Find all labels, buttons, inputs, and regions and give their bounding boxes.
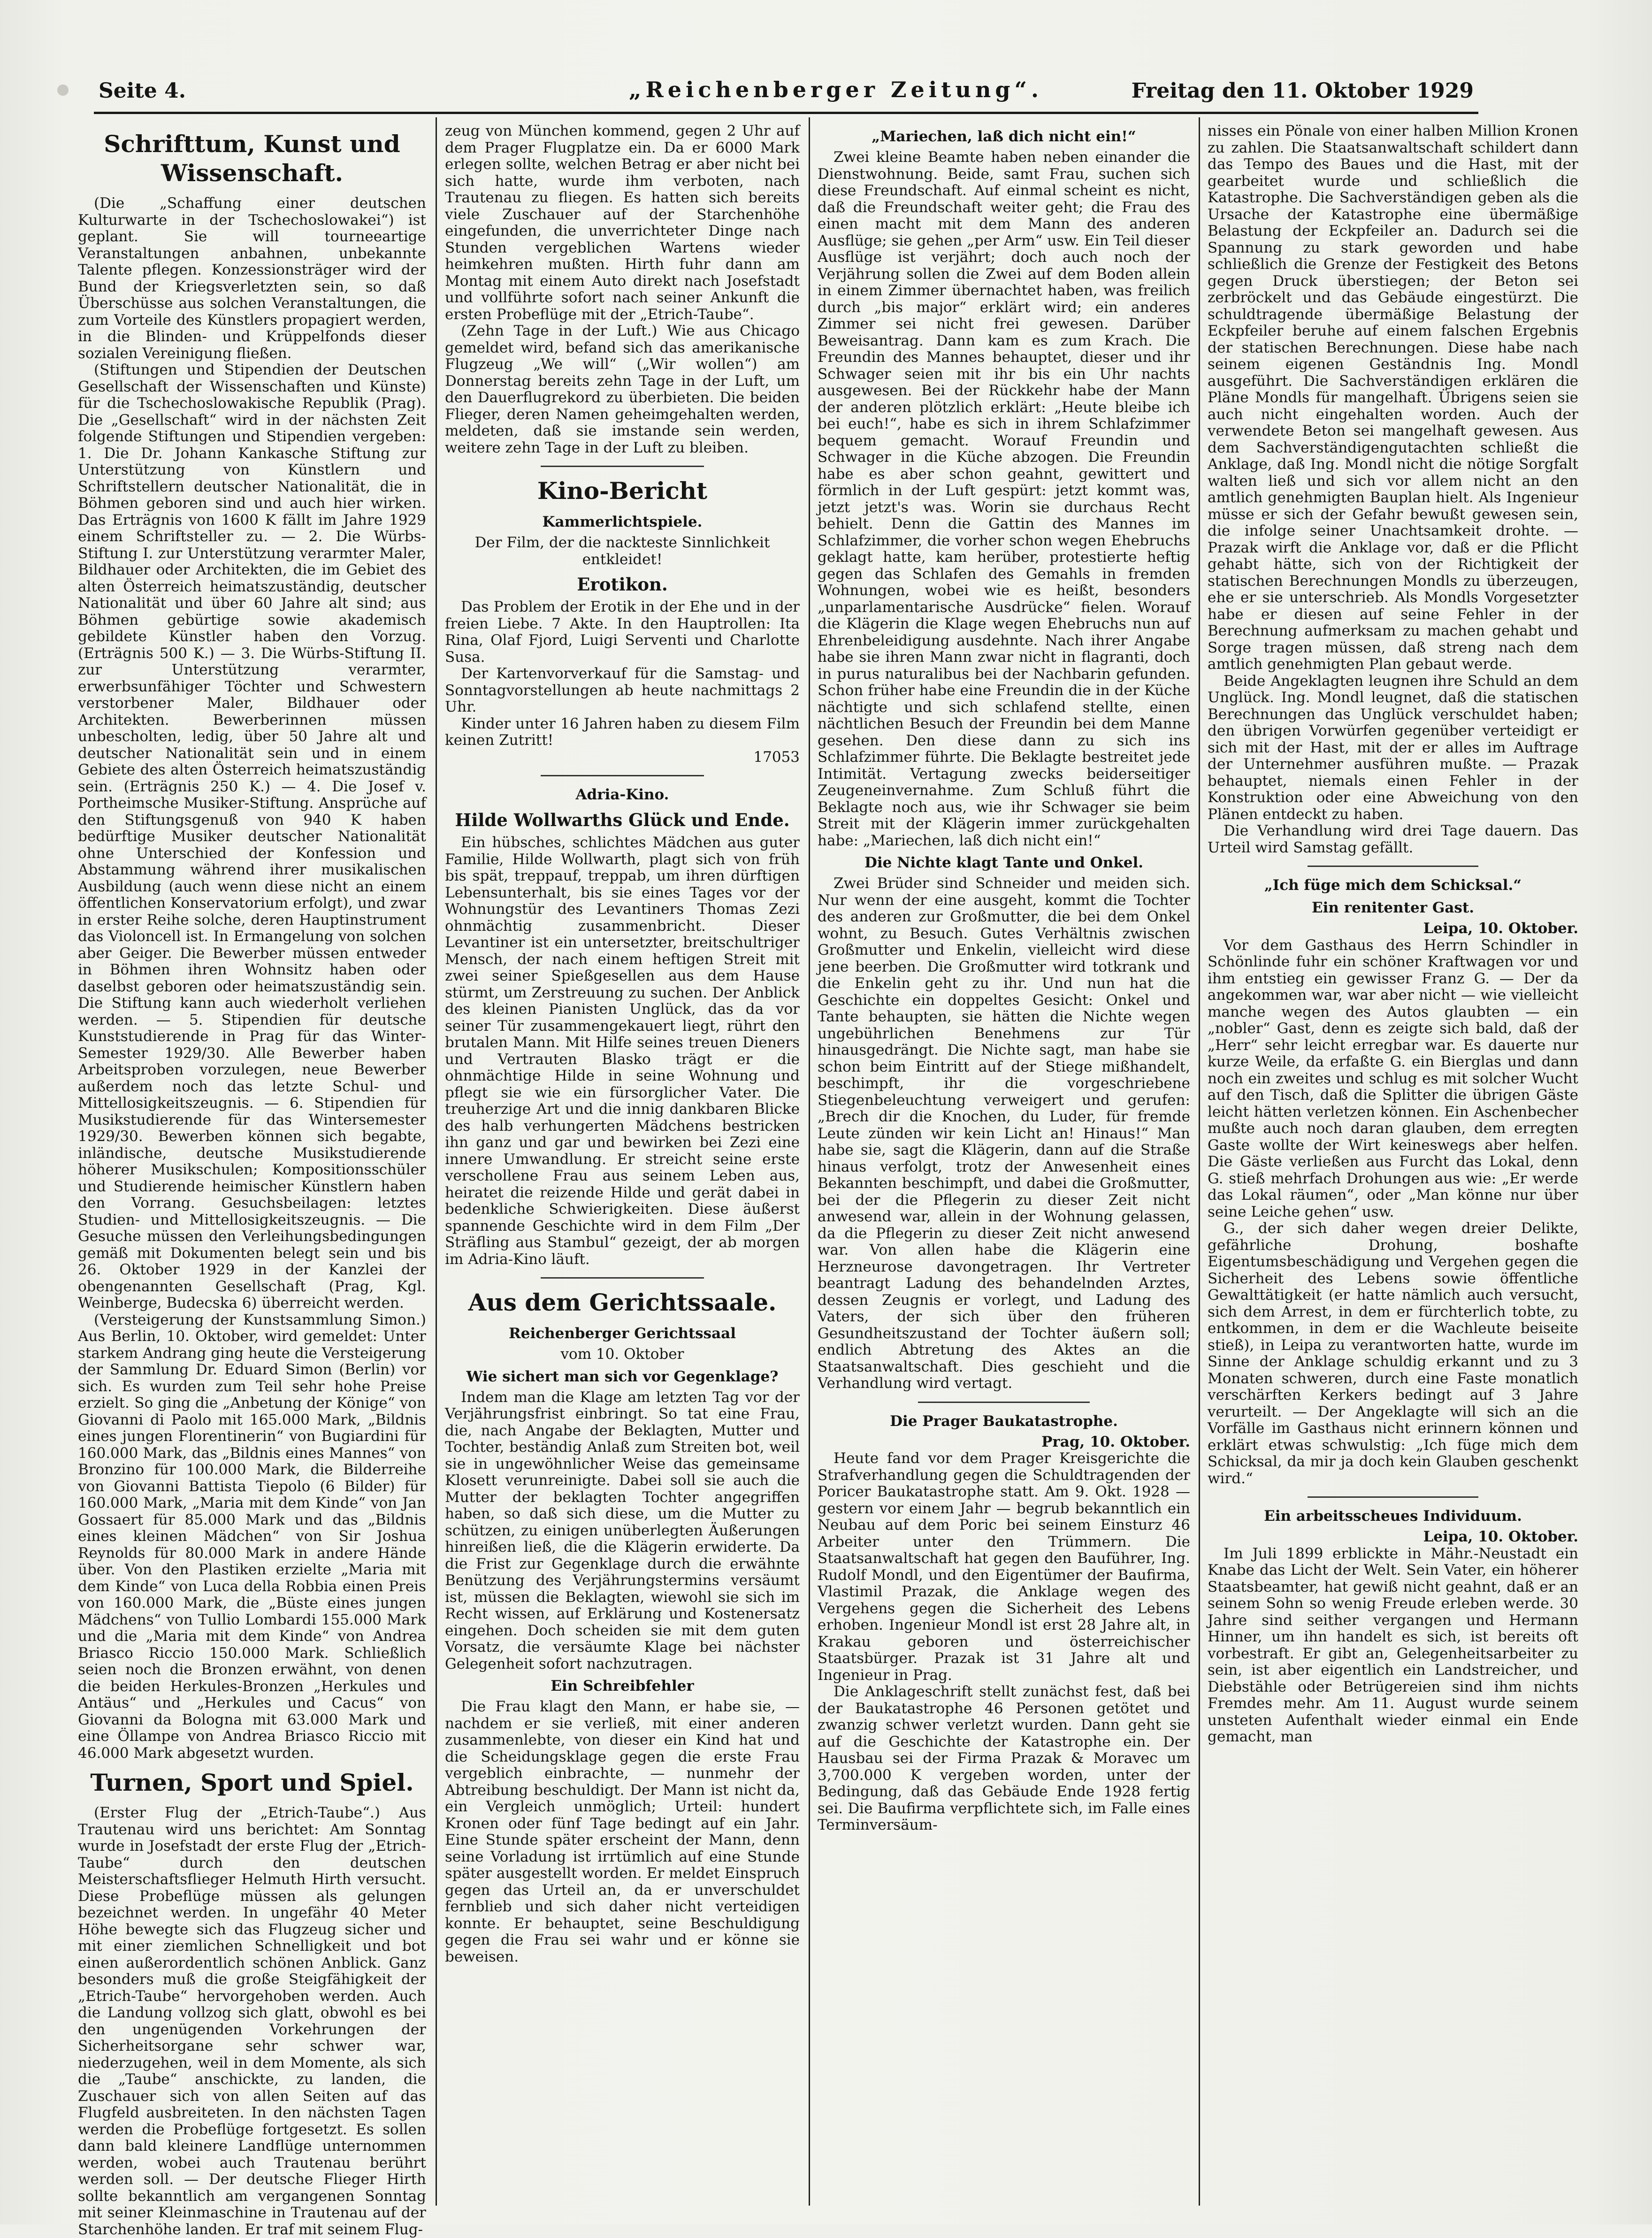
section-heading: Aus dem Gerichtssaale. [468,1288,777,1316]
article-paragraph: Beide Angeklagten leugnen ihre Schuld an dem Unglück. Ing. Mondl leugnet, daß die statischen Berechnungen das Unglück verschuldet haben; den übrigen Vorwürfen gegenüber verteidigt er sich mit der Hast, mit der er alles im Auftrage der Unternehmer ausführen mußte. — Prazak behauptet, niemals einen Fehler in der Konstruktion oder eine Abweichung von den Plänen entdeckt zu haben. [1208,672,1578,823]
punch-hole [57,84,69,96]
column-rule [1199,117,1200,2206]
dateline: Prag, 10. Oktober. [1041,1433,1190,1450]
subheading: Wie sichert man sich vor Gegenklage? [466,1368,779,1385]
article-paragraph: Ein hübsches, schlichtes Mädchen aus guter Familie, Hilde Wollwarth, plagt sich von früh bis spät, treppauf, treppab, um ihren dürftigen Lebensunterhalt, bis sie eines Tages vor der Wohnungstür des Levantiners Thomas Zezi ohnmächtig zusammenbricht. Dieser Levantiner ist ein untersetzter, breitschultriger Mensch, der nach einem heftigen Streit mit zwei seiner Spießgesellen aus dem Hause stürmt, um Zerstreuung zu suchen. Der Anblick des kleinen Pianisten Unglück, das da vor seiner Tür zusammengekauert liegt, rührt den brutalen Mann. Mit Hilfe seines treuen Dieners und Vertrauten Blasko trägt er die ohnmächtige Hilde in seine Wohnung und pflegt sie wie ein fürsorglicher Vater. Die treuherzige Art und die innig dankbaren Blicke des halb verhungerten Mädchens bestricken ihn ganz und gar und bewirken bei Zezi eine innere Umwandlung. Er streicht seine erste verschollene Frau aus seinem Leben aus, heiratet die reizende Hilde und gerät dabei in bedenkliche Schwierigkeiten. Diese äußerst spannende Geschichte wird in dem Film „Der Sträfling aus Stambul“ gezeigt, der ab morgen im Adria-Kino läuft. [445,834,800,1268]
page-header [99,74,1474,112]
article-paragraph: zeug von München kommend, gegen 2 Uhr auf dem Prager Flugplatze ein. Da er 6000 Mark erlegen sollte, welchen Betrag er aber nicht bei sich hatte, wurde ihm verboten, nach Trautenau zu fliegen. Es hatten sich bereits viele Zuschauer auf der Starchenhöhe eingefunden, die unverrichteter Dinge nach Stunden vergeblichen Wartens wieder heimkehren mußten. Hirth fuhr dann am Montag mit einem Auto direkt nach Josefstadt und vollführte sofort nach seiner Ankunft die ersten Probeflüge mit der „Etrich-Taube“. [445,123,800,323]
separator-rule [1308,866,1478,867]
article-paragraph: Die Frau klagt den Mann, er habe sie, — nachdem er sie verließ, mit einer anderen zusammenlebte, von dieser ein Kind hat und die Scheidungsklage gegen die erste Frau vergeblich einbrachte, — nunmehr der Abtreibung beschuldigt. Der Mann ist nicht da, ein Vergleich unmöglich; Urteil: hundert Kronen oder fünf Tage bedingt auf ein Jahr. Eine Stunde später erscheint der Mann, denn seine Vorladung ist irrtümlich auf eine Stunde später ausgestellt worden. Er meldet Einspruch gegen das Urteil an, da er unverschuldet fernblieb und sich daher nicht verteidigen konnte. Er behauptet, seine Beschuldigung gegen die Frau sei wahr und er könne sie beweisen. [445,1698,800,1965]
header-rule [94,112,1478,114]
article-paragraph: (Zehn Tage in der Luft.) Wie aus Chicago gemeldet wird, befand sich das amerikanische Flugzeug „We will“ („Wir wollen“) am Donnerstag bereits zehn Tage in der Luft, um den Dauerflugrekord zu überbieten. Die beiden Flieger, deren Namen geheimgehalten werden, meldeten, daß sie imstande sein werden, weitere zehn Tage in der Luft zu bleiben. [445,322,800,456]
article-paragraph: Zwei Brüder sind Schneider und meiden sich. Nur wenn der eine ausgeht, kommt die Tochter des anderen zur Großmutter, die bei dem Onkel wohnt, zu Besuch. Gutes Verhältnis zwischen Großmutter und Enkelin, vielleicht wird diese jene beerben. Die Großmutter wird totkrank und die Enkelin geht zu ihr. Und nun hat die Geschichte ein doppeltes Gesicht: Onkel und Tante behaupten, sie hätten die Nichte wegen ungebührlichen Benehmens zur Tür hinausgedrängt. Die Nichte sagt, man habe sie schon beim Eintritt auf der Stiege mißhandelt, beschimpft, ihr die vorgeschriebene Stiegenbeleuchtung verweigert und gerufen: „Brech dir die Knochen, du Luder, für fremde Leute zünden wir kein Licht an! Hinaus!“ Man habe sie, sagt die Klägerin, dann auf die Straße hinaus verfolgt, trotz der Anwesenheit eines Bekannten beschimpft, und dabei die Großmutter, bei der die Pflegerin zu dieser Zeit nicht anwesend war, allein in der Wohnung gelassen, da die Pflegerin zu dieser Zeit nicht anwesend war. Von allen habe die Klägerin eine Herzneurose davongetragen. Ihr Vertreter beantragt Ladung des behandelnden Arztes, dessen Zeugnis er vorlegt, und Ladung des Vaters, der sich über den früheren Gesundheitszustand der Tochter äußern soll; endlich Abtretung des Aktes an die Staatsanwaltschaft. Dies geschieht und die Verhandlung wird vertagt. [818,875,1190,1392]
subheading: Ein Schreibfehler [551,1678,694,1694]
subheading: Kammerlichtspiele. [542,514,703,530]
separator-rule [541,466,704,467]
section-heading: Schrifttum, Kunst und Wissenschaft. [104,130,400,187]
subheading: „Mariechen, laß dich nicht ein!“ [872,128,1136,145]
article-paragraph: (Stiftungen und Stipendien der Deutschen Gesellschaft der Wissenschaften und Künste) für die Tschechoslowakische Republik (Prag). Die „Gesellschaft“ wird in der nächsten Zeit folgende Stiftungen und Stipendien vergeben: 1. Die Dr. Johann Kankasche Stiftung zur Unterstützung von Künstlern und Schriftstellern deutscher Nationalität, die in Böhmen geboren sind und auch hier wirken. Das Erträgnis von 1600 K fällt im Jahre 1929 einem Schriftsteller zu. — 2. Die Würbs-Stiftung I. zur Unterstützung verarmter Maler, Bildhauer oder Architekten, die im Gebiet des alten Österreich heimatszuständig, deutscher Nationalität und über 60 Jahre alt sind; aus Böhmen gebürtige sowie akademisch gebildete Künstler haben den Vorzug. (Erträgnis 500 K.) — 3. Die Würbs-Stiftung II. zur Unterstützung verarmter, erwerbsunfähiger Töchter und Schwestern verstorbener Maler, Bildhauer oder Architekten. Bewerberinnen müssen unbescholten, ledig, über 50 Jahre alt und deutscher Nationalität sein und in einem Gebiete des alten Österreich heimatszuständig sein. (Erträgnis 250 K.) — 4. Die Josef v. Portheimsche Musiker-Stiftung. Ansprüche auf den Stiftungsgenuß von 940 K haben bedürftige Musiker deutscher Nationalität ohne Unterschied der Konfession und Abstammung während ihrer musikalischen Ausbildung (auch wenn diese nicht an einem öffentlichen Konservatorium erfolgt), und zwar in erster Reihe solche, deren Hauptinstrument das Violoncell ist. In Ermangelung von solchen aber Geiger. Die Bewerber müssen entweder in Böhmen ihren Wohnsitz haben oder daselbst geboren oder heimatszuständig sein. Die Stiftung kann auch wiederholt verliehen werden. — 5. Stipendien für deutsche Kunststudierende in Prag für das Winter-Semester 1929/30. Alle Bewerber haben Arbeitsproben vorzulegen, neue Bewerber außerdem noch das letzte Schul- und Mittellosigkeitszeugnis. — 6. Stipendien für Musikstudierende für das Wintersemester 1929/30. Bewerben können sich begabte, inländische, deutsche Musikstudierende höherer Musikschulen; Kompositionsschüler und Studierende heimischer Künstlern haben den Vorrang. Gesuchsbeilagen: letztes Studien- und Mittellosigkeitszeugnis. — Die Gesuche müssen den Verleihungsbedingungen gemäß mit Dokumenten belegt sein und bis 26. Oktober 1929 in der Kanzlei der obengenannten Gesellschaft (Prag, Kgl. Weinberge, Budecska 6) überreicht werden. [78,361,426,1311]
film-tagline: Der Film, der die nackteste Sinnlichkeit entkleidet! [474,534,770,568]
article-paragraph: Der Kartenvorverkauf für die Samstag- und Sonntagvorstellungen ab heute nachmittags 2 Uhr. [445,665,800,715]
column-3 [818,123,1190,2206]
article-paragraph: Indem man die Klage am letzten Tag vor der Verjährungsfrist einbringt. So tat eine Frau, die, nach Angabe der Beklagten, Mutter und Tochter, beständig Anlaß zum Streiten bot, weil sie in ungewöhnlicher Weise das gemeinsame Klosett verunreinigte. Dabei soll sie auch die Mutter der beklagten Tochter angegriffen haben, so daß sich diese, um die Mutter zu schützen, zu einigen unüberlegten Äußerungen hinreißen ließ, die die Klägerin erwiderte. Da die Frist zur Gegenklage durch die erwähnte Benützung des Verjährungstermins versäumt ist, müssen die Beklagten, wiewohl sie sich im Recht wissen, auf Erklärung und Kostenersatz eingehen. Doch scheiden sie mit dem guten Vorsatz, die versäumte Klage bei nächster Gelegenheit sofort nachzutragen. [445,1388,800,1672]
newspaper-title: „Reichenberger Zeitung“. [629,77,1043,102]
page-number: Seite 4. [99,79,186,103]
article-paragraph: Das Problem der Erotik in der Ehe und in der freien Liebe. 7 Akte. In den Hauptrollen: Ita Rina, Olaf Fjord, Luigi Serventi und Charlotte Susa. [445,598,800,666]
separator-rule [918,1402,1089,1403]
article-paragraph: (Die „Schaffung einer deutschen Kulturwarte in der Tschechoslowakei“) ist geplant. Sie will tourneeartige Veranstaltungen anbahnen, unbekannte Talente pflegen. Konzessionsträger wird der Bund der Kriegsverletzten sein, so daß Überschüsse aus solchen Veranstaltungen, die zum Vorteile des Künstlers propagiert werden, in die Blinden- und Krüppelfonds dieser sozialen Vereinigung fließen. [78,195,426,362]
article-paragraph: Im Juli 1899 erblickte in Mähr.-Neustadt ein Knabe das Licht der Welt. Sein Vater, ein höherer Staatsbeamter, hat gewiß nicht geahnt, daß er an seinem Sohn so wenig Freude erleben werde. 30 Jahre sind seither vergangen und Hermann Hinner, um ihn handelt es sich, ist bereits oft vorbestraft. Er gibt an, Gelegenheitsarbeiter zu sein, ist aber eigentlich ein Landstreicher, und Diebstähle oder Betrügereien sind ihm nichts Fremdes mehr. Am 11. August wurde seinem unsteten Aufenthalt wieder einmal ein Ende gemacht, man [1208,1545,1578,1745]
issue-date: Freitag den 11. Oktober 1929 [1131,79,1474,103]
separator-rule [541,1277,704,1279]
film-title: Hilde Wollwarths Glück und Ende. [455,810,790,830]
column-rule [436,117,437,2206]
subheading: Die Nichte klagt Tante und Onkel. [864,854,1144,871]
article-paragraph: G., der sich daher wegen dreier Delikte, gefährliche Drohung, boshafte Eigentumsbeschädigung und Vergehen gegen die Sicherheit des Lebens sowie öffentliche Gewalttätigkeit (er hatte nämlich auch versucht, sich dem Arrest, in dem er fürchterlich tobte, zu entkommen, in dem er die Wachleute beiseite stieß), in Leipa zu verantworten hatte, wurde im Sinne der Anklage schuldig erkannt und zu 3 Monaten schweren, durch eine Faste monatlich verschärften Kerkers bedingt auf 3 Jahre verurteilt. — Der Angeklagte will sich an die Vorfälle im Gasthaus nicht erinnern können und erklärt etwas schwulstig: „Ich füge mich dem Schicksal, da mir ja doch kein Glauben geschenkt wird.“ [1208,1220,1578,1487]
column-2 [445,123,800,2206]
subheading: Reichenberger Gerichtssaal [508,1325,736,1342]
article-paragraph: Vor dem Gasthaus des Herrn Schindler in Schönlinde fuhr ein schöner Kraftwagen vor und ihm entstieg ein gewisser Franz G. — Der da angekommen war, war aber nicht — wie vielleicht manche wegen des Autos glaubten — ein „nobler“ Gast, denn es zeigte sich bald, daß der „Herr“ sehr leicht erregbar war. Es dauerte nur kurze Weile, da erfaßte G. ein Bierglas und dann noch ein zweites und schlug es mit solcher Wucht auf den Tisch, daß die Splitter die übrigen Gäste leicht hätten verletzen können. Ein Aschenbecher mußte auch noch daran glauben, dem erregten Gaste wollte der Wirt keineswegs aber helfen. Die Gäste verließen aus Furcht das Lokal, denn G. stieß mehrfach Drohungen aus wie: „Er werde das Lokal räumen“, oder „Man könne nur über seine Leiche gehen“ usw. [1208,936,1578,1220]
article-paragraph: Die Anklageschrift stellt zunächst fest, daß bei der Baukatastrophe 46 Personen getötet und zwanzig schwer verletzt wurden. Dann geht sie auf die Geschichte der Katastrophe ein. Der Hausbau sei der Firma Prazak & Moravec um 3,700.000 K vergeben worden, unter der Bedingung, daß das Gebäude Ende 1928 fertig sei. Die Baufirma verpflichtete sich, im Falle eines Terminversäum- [818,1683,1190,1833]
article-paragraph: Kinder unter 16 Jahren haben zu diesem Film keinen Zutritt! [445,715,800,749]
subheading: „Ich füge mich dem Schicksal.“ [1264,877,1522,894]
film-title: Erotikon. [577,574,668,595]
article-paragraph: nisses ein Pönale von einer halben Million Kronen zu zahlen. Die Staatsanwaltschaft schildert dann das Tempo des Baues und die Hast, mit der gearbeitet wurde und schließlich die Katastrophe. Die Sachverständigen geben als die Ursache der Katastrophe eine übermäßige Belastung der Eckpfeiler an. Dadurch sei die Spannung zu stark geworden und habe schließlich die Grenze der Festigkeit des Betons gegen Druck überstiegen; der Beton sei zerbröckelt und das Gebäude eingestürzt. Die schuldtragende übermäßige Belastung der Eckpfeiler beruhe auf einem falschen Ergebnis der statischen Berechnungen. Diese habe nach seinem eigenen Geständnis Ing. Mondl ausgeführt. Die Sachverständigen erklären die Pläne Mondls für mangelhaft. Übrigens seien sie auch nicht eingehalten worden. Auch der verwendete Beton sei mangelhaft gewesen. Aus dem Sachverständigengutachten schließt die Anklage, daß Ing. Mondl nicht die nötige Sorgfalt walten ließ und sich vor allem nicht an den amtlich genehmigten Bauplan hielt. Als Ingenieur müsse er sich der Gefahr bewußt gewesen sein, die infolge seiner Unachtsamkeit drohte. — Prazak wirft die Anklage vor, daß er die Pflicht gehabt hätte, sich von der Richtigkeit der statischen Berechnungen Mondls zu überzeugen, ehe er sie unterschrieb. Als Mondls Vorgesetzter habe er diesen auf seine Fehler in der Berechnung aufmerksam zu machen gehabt und Sorge tragen müssen, daß streng nach dem amtlich genehmigten Plan gebaut werde. [1208,123,1578,673]
article-paragraph: Heute fand vor dem Prager Kreisgerichte die Strafverhandlung gegen die Schuldtragenden der Poricer Baukatastrophe statt. Am 9. Okt. 1928 — gestern vor einem Jahr — begrub bekanntlich ein Neubau auf dem Poric bei seinem Einsturz 46 Arbeiter unter den Trümmern. Die Staatsanwaltschaft hat gegen den Bauführer, Ing. Rudolf Mondl, und den Eigentümer der Baufirma, Vlastimil Prazak, die Anklage wegen des Vergehens gegen die Sicherheit des Lebens erhoben. Ingenieur Mondl ist erst 28 Jahre alt, in Krakau geboren und österreichischer Staatsbürger. Prazak ist 31 Jahre alt und Ingenieur in Prag. [818,1450,1190,1684]
subheading: Die Prager Baukatastrophe. [890,1412,1118,1430]
separator-rule [1308,1496,1478,1498]
subheading: Adria-Kino. [575,786,669,803]
section-heading: Kino-Bericht [537,477,708,505]
dateline: Leipa, 10. Oktober. [1423,920,1578,937]
dateline: Leipa, 10. Oktober. [1423,1528,1578,1545]
subheading: Ein arbeitsscheues Individuum. [1264,1508,1522,1525]
article-paragraph: Zwei kleine Beamte haben neben einander die Dienstwohnung. Beide, samt Frau, suchen sich diese Freundschaft. Auf einmal scheint es nicht, daß die Freundschaft weiter geht; die Frau des einen macht mit dem Mann des anderen Ausflüge; sie gehen „per Arm“ usw. Ein Teil dieser Ausflüge ist verjährt; doch auch noch der Verjährung sollen die Zwei auf dem Boden allein in einem Zimmer übernachtet haben, was freilich durch „bis major“ erklärt wird; ein anderes Zimmer sei nicht frei gewesen. Darüber Beweisantrag. Dann kam es zum Krach. Die Freundin des Mannes behauptet, dieser und ihr Schwager seien mit ihr bis ein Uhr nachts ausgewesen. Bei der Rückkehr habe der Mann der anderen plötzlich erklärt: „Heute bleibe ich bei euch!“, habe es sich in ihrem Schlafzimmer bequem gemacht. Worauf Freundin und Schwager in die Küche abzogen. Die Freundin habe es aber schon geahnt, gewittert und förmlich in der Luft gespürt: jetzt kommt was, jetzt jetzt's was. Worin sie durchaus Recht behielt. Denn die Gattin des Mannes im Schlafzimmer, die vorher schon wegen Ehebruchs geklagt hatte, kam herüber, protestierte heftig gegen das Schlafen des Gemahls in fremden Wohnungen, wobei wie es heißt, besonders „unparlamentarische Ausdrücke“ fielen. Worauf die Klägerin die Klage wegen Ehebruchs nun auf Ehrenbeleidigung ausdehnte. Nach ihrer Angabe habe sie ihren Mann zwar nicht in flagranti, doch in purus naturalibus bei der Nachbarin gefunden. Schon früher habe eine Freundin die in der Küche nächtigte und sich schlafend stellte, einen nächtlichen Besuch der Freundin bei dem Manne gesehen. Den diese dann zu sich ins Schlafzimmer führte. Die Beklagte bestreitet jede Intimität. Vertagung zwecks beiderseitiger Zeugeneinvernahme. Zum Schluß führt die Beklagte noch aus, wie ihr Schwager sie beim Streit mit der Klägerin immer zurückgehalten habe: „Mariechen, laß dich nicht ein!“ [818,149,1190,849]
separator-rule [541,775,704,776]
article-paragraph: (Erster Flug der „Etrich-Taube“.) Aus Trautenau wird uns berichtet: Am Sonntag wurde in Josefstadt der erste Flug der „Etrich-Taube“ durch den deutschen Meisterschaftsflieger Helmuth Hirth versucht. Diese Probeflüge müssen als gelungen bezeichnet werden. In ungefähr 40 Meter Höhe bewegte sich das Flugzeug sicher und mit einer ziemlichen Schnelligkeit und bot einen außerordentlich schönen Anblick. Ganz besonders muß die große Steigfähigkeit der „Etrich-Taube“ hervorgehoben werden. Auch die Landung vollzog sich glatt, obwohl es bei den ungenügenden Vorkehrungen der Sicherheitsorgane sehr schwer war, niederzugehen, weil in dem Momente, als sich die „Taube“ anschickte, zu landen, die Zuschauer sich von allen Seiten auf das Flugfeld ausbreiteten. In den nächsten Tagen werden die Probeflüge fortgesetzt. Es sollen dann bald kleinere Landflüge unternommen werden, wobei auch Trautenau berührt werden soll. — Der deutsche Flieger Hirth sollte bekanntlich am vergangenen Sonntag mit seiner Kleinmaschine in Trautenau auf der Starchenhöhe landen. Er traf mit seinem Flug- [78,1804,426,2238]
column-rule [809,117,810,2206]
ad-number: 17053 [753,748,800,766]
subheading-date: vom 10. Oktober [560,1346,684,1363]
article-paragraph: (Versteigerung der Kunstsammlung Simon.) Aus Berlin, 10. Oktober, wird gemeldet: Unter starkem Andrang ging heute die Versteigerung der Sammlung Dr. Eduard Simon (Berlin) vor sich. Es wurden zum Teil sehr hohe Preise erzielt. So ging die „Anbetung der Könige“ von Giovanni di Paolo mit 165.000 Mark, „Bildnis eines jungen Florentinerin“ von Bugiardini für 160.000 Mark, das „Bildnis eines Mannes“ von Bronzino für 100.000 Mark, die Bilderreihe von Giovanni Battista Tiepolo (6 Bilder) für 160.000 Mark, „Maria mit dem Kinde“ von Jan Gossaert für 85.000 Mark und das „Bildnis eines kleinen Mädchen“ von Sir Joshua Reynolds für 80.000 Mark in andere Hände über. Von den Plastiken erzielte „Maria mit dem Kinde“ von Luca della Robbia einen Preis von 160.000 Mark, die „Büste eines jungen Mädchens“ von Tullio Lombardi 155.000 Mark und die „Maria mit dem Kinde“ von Andrea Briasco Riccio 150.000 Mark. Schließlich seien noch die Bronzen erwähnt, von denen die beiden Herkules-Bronzen „Herkules und Antäus“ und „Herkules und Cacus“ von Giovanni da Bologna mit 63.000 Mark und eine Öllampe von Andrea Briasco Riccio mit 46.000 Mark abgesetzt wurden. [78,1311,426,1762]
subheading: Ein renitenter Gast. [1312,899,1474,916]
section-heading: Turnen, Sport und Spiel. [90,1769,414,1796]
column-4 [1208,123,1578,2206]
column-1 [78,123,426,2238]
article-paragraph: Die Verhandlung wird drei Tage dauern. Das Urteil wird Samstag gefällt. [1208,822,1578,856]
